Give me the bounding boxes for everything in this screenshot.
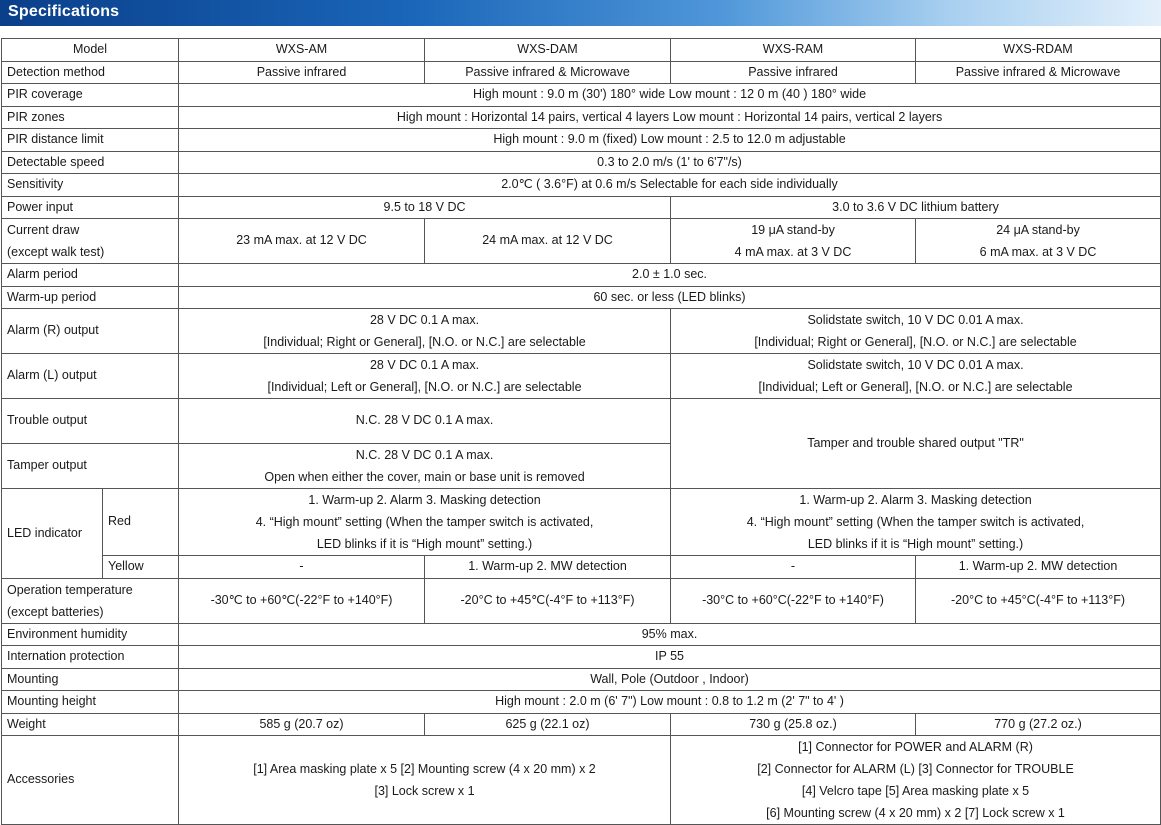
cell-value (179, 444, 671, 489)
row-label: Detectable speed (2, 151, 179, 174)
table-row (2, 106, 1161, 129)
cell-value: Tamper and trouble shared output "TR" (671, 399, 1161, 489)
table-row (2, 578, 1161, 623)
cell-line: 28 V DC 0.1 A max. (369, 358, 480, 372)
column-header-wxs-dam: WXS-DAM (425, 39, 671, 62)
cell-value: 625 g (22.1 oz) (425, 713, 671, 736)
cell-value: 2.0℃ ( 3.6°F) at 0.6 m/s Selectable for each side individually (179, 174, 1161, 197)
row-label: Accessories (2, 736, 179, 825)
column-header-model: Model (2, 39, 179, 62)
cell-value (671, 736, 1161, 825)
row-label: PIR coverage (2, 84, 179, 107)
table-row (2, 61, 1161, 84)
table-row (2, 736, 1161, 825)
cell-value: N.C. 28 V DC 0.1 A max. (179, 399, 671, 444)
table-row (2, 309, 1161, 354)
cell-value: - (179, 556, 425, 579)
cell-line: 19 μA stand-by (751, 223, 835, 237)
cell-line: LED blinks if it is “High mount” setting.) (807, 537, 1024, 551)
row-label: Weight (2, 713, 179, 736)
table-row (2, 646, 1161, 669)
row-label: Power input (2, 196, 179, 219)
cell-line: Solidstate switch, 10 V DC 0.01 A max. (807, 313, 1024, 327)
cell-line: 4. “High mount” setting (When the tamper switch is activated, (746, 515, 1085, 529)
table-row (2, 489, 1161, 556)
cell-line: LED blinks if it is “High mount” setting.) (316, 537, 533, 551)
cell-value: High mount : 9.0 m (30') 180° wide Low mount : 12 0 m (40 ) 180° wide (179, 84, 1161, 107)
row-label: LED indicator (2, 489, 103, 579)
cell-value: 585 g (20.7 oz) (179, 713, 425, 736)
table-row (2, 286, 1161, 309)
row-label: Warm-up period (2, 286, 179, 309)
table-row (2, 713, 1161, 736)
cell-value: 770 g (27.2 oz.) (916, 713, 1161, 736)
row-label: Internation protection (2, 646, 179, 669)
cell-line: 4. “High mount” setting (When the tamper switch is activated, (255, 515, 594, 529)
row-label: Alarm (L) output (2, 354, 179, 399)
cell-line: 24 μA stand-by (996, 223, 1080, 237)
row-label-line: (except batteries) (7, 604, 104, 619)
cell-line: [6] Mounting screw (4 x 20 mm) x 2 [7] Lock screw x 1 (766, 806, 1065, 820)
cell-line: 28 V DC 0.1 A max. (369, 313, 480, 327)
cell-value (671, 309, 1161, 354)
cell-value: 3.0 to 3.6 V DC lithium battery (671, 196, 1161, 219)
cell-value: 0.3 to 2.0 m/s (1' to 6'7"/s) (179, 151, 1161, 174)
cell-line: [Individual; Left or General], [N.O. or N.C.] are selectable (758, 380, 1073, 394)
cell-line: 4 mA max. at 3 V DC (734, 245, 852, 259)
cell-value: 95% max. (179, 623, 1161, 646)
cell-value: 730 g (25.8 oz.) (671, 713, 916, 736)
cell-value: Passive infrared & Microwave (425, 61, 671, 84)
cell-line: N.C. 28 V DC 0.1 A max. (355, 448, 494, 462)
row-label: Mounting (2, 668, 179, 691)
column-header-wxs-rdam: WXS-RDAM (916, 39, 1161, 62)
cell-value (179, 354, 671, 399)
cell-value (671, 219, 916, 264)
cell-line: [4] Velcro tape [5] Area masking plate x 5 (801, 784, 1030, 798)
specifications-table (1, 38, 1161, 825)
row-label-line: Current draw (7, 223, 80, 237)
row-label: Detection method (2, 61, 179, 84)
row-sublabel: Red (103, 489, 179, 556)
row-label: Trouble output (2, 399, 179, 444)
cell-value: 60 sec. or less (LED blinks) (179, 286, 1161, 309)
cell-value: IP 55 (179, 646, 1161, 669)
table-row (2, 129, 1161, 152)
cell-value: Passive infrared & Microwave (916, 61, 1161, 84)
table-row (2, 556, 1161, 579)
cell-value: High mount : 2.0 m (6' 7") Low mount : 0.8 to 1.2 m (2' 7" to 4' ) (179, 691, 1161, 714)
row-label (2, 578, 179, 623)
cell-value: 24 mA max. at 12 V DC (425, 219, 671, 264)
table-row (2, 354, 1161, 399)
row-label: PIR distance limit (2, 129, 179, 152)
cell-value: 2.0 ± 1.0 sec. (179, 264, 1161, 287)
cell-value (671, 489, 1161, 556)
column-header-wxs-ram: WXS-RAM (671, 39, 916, 62)
row-label: Sensitivity (2, 174, 179, 197)
cell-value: -30°C to +60°C(-22°F to +140°F) (671, 578, 916, 623)
cell-line: Solidstate switch, 10 V DC 0.01 A max. (807, 358, 1024, 372)
table-row (2, 196, 1161, 219)
table-row (2, 151, 1161, 174)
cell-line: 6 mA max. at 3 V DC (979, 245, 1097, 259)
row-label: Mounting height (2, 691, 179, 714)
cell-value: -20°C to +45°C(-4°F to +113°F) (916, 578, 1161, 623)
cell-value (179, 736, 671, 825)
column-header-wxs-am: WXS-AM (179, 39, 425, 62)
table-row (2, 399, 1161, 444)
cell-line: [Individual; Right or General], [N.O. or N.C.] are selectable (263, 335, 586, 349)
cell-value: -30℃ to +60℃(-22°F to +140°F) (179, 578, 425, 623)
cell-line: [2] Connector for ALARM (L) [3] Connector for TROUBLE (757, 762, 1074, 776)
cell-value: 23 mA max. at 12 V DC (179, 219, 425, 264)
cell-line: 1. Warm-up 2. Alarm 3. Masking detection (308, 493, 541, 507)
cell-value (671, 354, 1161, 399)
row-label: PIR zones (2, 106, 179, 129)
cell-line: [Individual; Right or General], [N.O. or N.C.] are selectable (754, 335, 1077, 349)
cell-line: 1. Warm-up 2. Alarm 3. Masking detection (799, 493, 1032, 507)
cell-value: High mount : Horizontal 14 pairs, vertical 4 layers Low mount : Horizontal 14 pairs, vertical 2 layers (179, 106, 1161, 129)
cell-value: Passive infrared (671, 61, 916, 84)
cell-value (179, 489, 671, 556)
table-row (2, 691, 1161, 714)
cell-value: - (671, 556, 916, 579)
table-row (2, 84, 1161, 107)
table-row (2, 174, 1161, 197)
cell-line: Open when either the cover, main or base unit is removed (264, 470, 585, 484)
row-label: Alarm (R) output (2, 309, 179, 354)
table-header-row (2, 39, 1161, 62)
row-label: Tamper output (2, 444, 179, 489)
row-label-line: Operation temperature (7, 582, 133, 597)
cell-value: 9.5 to 18 V DC (179, 196, 671, 219)
cell-value: Wall, Pole (Outdoor , Indoor) (179, 668, 1161, 691)
cell-line: [1] Area masking plate x 5 [2] Mounting screw (4 x 20 mm) x 2 (253, 762, 596, 776)
row-label (2, 219, 179, 264)
cell-value (916, 219, 1161, 264)
cell-line: [3] Lock screw x 1 (374, 784, 475, 798)
table-row (2, 623, 1161, 646)
row-label: Environment humidity (2, 623, 179, 646)
cell-value: High mount : 9.0 m (fixed) Low mount : 2.5 to 12.0 m adjustable (179, 129, 1161, 152)
table-row (2, 264, 1161, 287)
cell-line: [1] Connector for POWER and ALARM (R) (798, 740, 1033, 754)
row-label-line: (except walk test) (7, 245, 105, 259)
cell-value (179, 309, 671, 354)
section-header (0, 0, 1161, 26)
cell-value: 1. Warm-up 2. MW detection (425, 556, 671, 579)
cell-value: 1. Warm-up 2. MW detection (916, 556, 1161, 579)
table-row (2, 219, 1161, 264)
section-title: Specifications (8, 3, 120, 20)
row-sublabel: Yellow (103, 556, 179, 579)
cell-value: -20°C to +45℃(-4°F to +113°F) (425, 578, 671, 623)
table-row (2, 668, 1161, 691)
cell-line: [Individual; Left or General], [N.O. or N.C.] are selectable (267, 380, 582, 394)
cell-value: Passive infrared (179, 61, 425, 84)
row-label: Alarm period (2, 264, 179, 287)
